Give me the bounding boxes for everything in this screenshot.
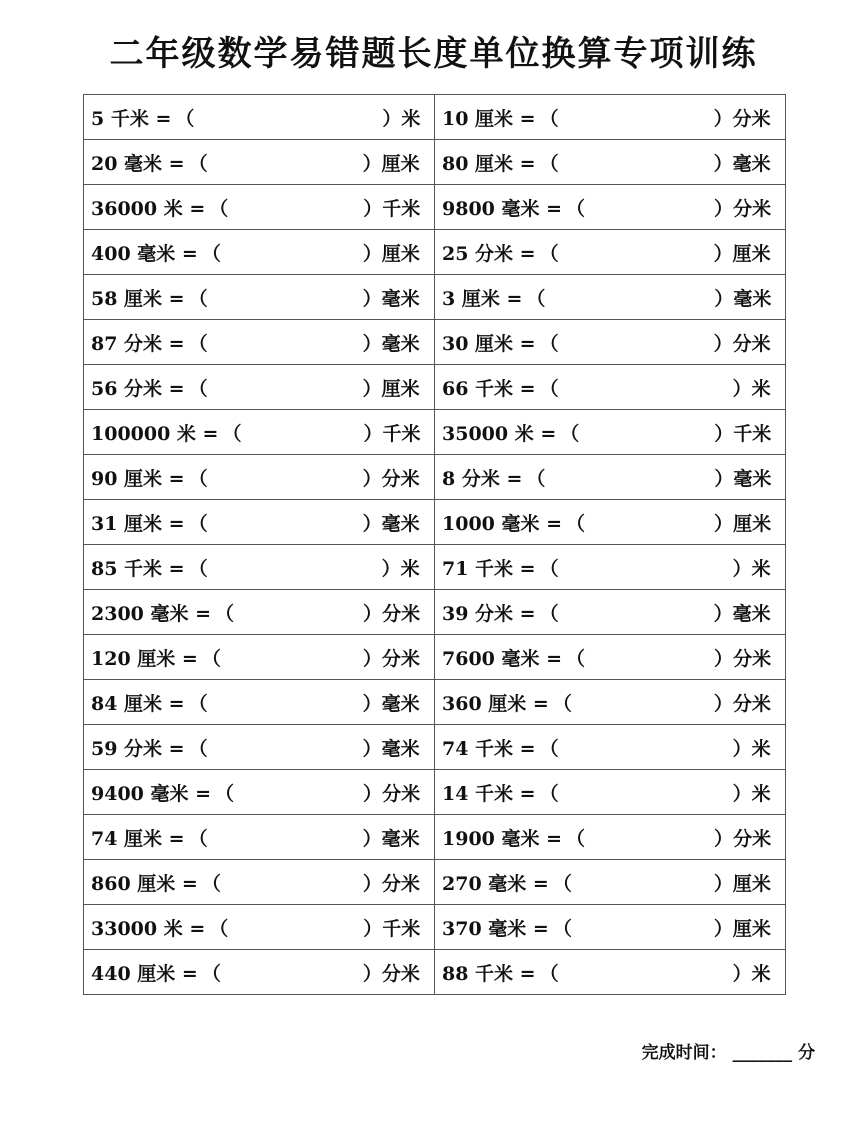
close-paren: ） (362, 152, 382, 175)
open-paren: （ (188, 332, 208, 355)
open-paren: （ (539, 557, 559, 580)
open-paren: （ (539, 242, 559, 265)
problem-text: 66 千米 = (442, 377, 536, 400)
problem-left (84, 320, 435, 365)
problem-right (435, 635, 786, 680)
target-unit: 千米 (382, 197, 421, 220)
open-paren: （ (539, 332, 559, 355)
problem-text: 400 毫米 = (91, 242, 198, 265)
open-paren: （ (526, 467, 546, 490)
open-paren: （ (188, 467, 208, 490)
close-paren: ） (363, 602, 383, 625)
close-paren: ） (362, 332, 382, 355)
problem-left (84, 140, 435, 185)
close-paren: ） (363, 917, 383, 940)
open-paren: （ (539, 377, 559, 400)
problem-left (84, 950, 435, 995)
target-unit: 厘米 (732, 242, 771, 265)
exercise-row (84, 815, 786, 860)
problem-left (84, 365, 435, 410)
problem-text: 100000 米 = (91, 422, 219, 445)
problem-text: 74 厘米 = (91, 827, 185, 850)
problem-text: 30 厘米 = (442, 332, 536, 355)
problem-left (84, 590, 435, 635)
close-paren: ） (714, 287, 734, 310)
exercise-row (84, 545, 786, 590)
problem-right (435, 455, 786, 500)
open-paren: （ (175, 107, 195, 130)
exercise-row (84, 725, 786, 770)
target-unit: 分米 (382, 782, 421, 805)
problem-text: 440 厘米 = (91, 962, 198, 985)
close-paren: ） (713, 332, 733, 355)
problem-text: 25 分米 = (442, 242, 536, 265)
completion-time (642, 1038, 815, 1063)
problem-text: 59 分米 = (91, 737, 185, 760)
close-paren: ） (713, 602, 733, 625)
target-unit: 千米 (382, 422, 421, 445)
exercise-rows (84, 95, 786, 995)
exercise-row (84, 410, 786, 455)
exercise-row (84, 770, 786, 815)
exercise-row (84, 905, 786, 950)
problem-text: 80 厘米 = (442, 152, 536, 175)
open-paren: （ (188, 692, 208, 715)
close-paren: ） (713, 242, 733, 265)
open-paren: （ (539, 602, 559, 625)
open-paren: （ (188, 512, 208, 535)
close-paren: ） (714, 827, 734, 850)
close-paren: ） (713, 692, 733, 715)
target-unit: 米 (751, 962, 771, 985)
problem-right (435, 860, 786, 905)
close-paren: ） (713, 872, 733, 895)
open-paren: （ (566, 647, 586, 670)
target-unit: 分米 (733, 647, 772, 670)
close-paren: ） (732, 557, 752, 580)
open-paren: （ (552, 872, 572, 895)
target-unit: 毫米 (381, 287, 420, 310)
open-paren: （ (201, 962, 221, 985)
target-unit: 分米 (381, 872, 420, 895)
completion-time-unit: 分 (798, 1043, 815, 1063)
open-paren: （ (526, 287, 546, 310)
close-paren: ） (362, 737, 382, 760)
target-unit: 毫米 (381, 692, 420, 715)
problem-text: 9800 毫米 = (442, 197, 563, 220)
problem-text: 20 毫米 = (91, 152, 185, 175)
problem-text: 5 千米 = (91, 107, 172, 130)
open-paren: （ (188, 557, 208, 580)
target-unit: 分米 (732, 692, 771, 715)
problem-left (84, 635, 435, 680)
target-unit: 分米 (733, 827, 772, 850)
exercise-row (84, 455, 786, 500)
problem-left (84, 545, 435, 590)
problem-text: 85 千米 = (91, 557, 185, 580)
target-unit: 厘米 (732, 872, 771, 895)
close-paren: ） (714, 467, 734, 490)
problem-left (84, 680, 435, 725)
target-unit: 厘米 (381, 242, 420, 265)
close-paren: ） (362, 647, 382, 670)
open-paren: （ (552, 692, 572, 715)
worksheet-title: 二年级数学易错题长度单位换算专项训练 (109, 34, 758, 74)
problem-right (435, 185, 786, 230)
target-unit: 毫米 (733, 467, 772, 490)
problem-right (435, 770, 786, 815)
target-unit: 分米 (382, 602, 421, 625)
close-paren: ） (381, 557, 401, 580)
problem-text: 2300 毫米 = (91, 602, 212, 625)
close-paren: ） (732, 962, 752, 985)
exercise-row (84, 950, 786, 995)
open-paren: （ (209, 917, 229, 940)
close-paren: ） (362, 512, 382, 535)
problem-text: 10 厘米 = (442, 107, 536, 130)
problem-text: 87 分米 = (91, 332, 185, 355)
open-paren: （ (552, 917, 572, 940)
exercise-row (84, 635, 786, 680)
problem-left (84, 185, 435, 230)
problem-text: 860 厘米 = (91, 872, 198, 895)
close-paren: ） (362, 287, 382, 310)
exercise-row (84, 230, 786, 275)
close-paren: ） (713, 152, 733, 175)
open-paren: （ (215, 602, 235, 625)
exercise-row (84, 860, 786, 905)
close-paren: ） (362, 377, 382, 400)
target-unit: 分米 (733, 197, 772, 220)
open-paren: （ (201, 647, 221, 670)
exercise-row (84, 95, 786, 140)
close-paren: ） (732, 782, 752, 805)
problem-right (435, 95, 786, 140)
target-unit: 毫米 (732, 602, 771, 625)
problem-text: 1900 毫米 = (442, 827, 563, 850)
open-paren: （ (188, 287, 208, 310)
close-paren: ） (714, 422, 734, 445)
problem-left (84, 770, 435, 815)
target-unit: 分米 (381, 647, 420, 670)
problem-left (84, 725, 435, 770)
problem-text: 270 毫米 = (442, 872, 549, 895)
problem-right (435, 275, 786, 320)
target-unit: 厘米 (732, 917, 771, 940)
target-unit: 厘米 (381, 152, 420, 175)
problem-text: 74 千米 = (442, 737, 536, 760)
target-unit: 千米 (382, 917, 421, 940)
problem-text: 35000 米 = (442, 422, 557, 445)
close-paren: ） (362, 872, 382, 895)
problem-text: 39 分米 = (442, 602, 536, 625)
problem-text: 1000 毫米 = (442, 512, 563, 535)
close-paren: ） (362, 827, 382, 850)
close-paren: ） (714, 647, 734, 670)
open-paren: （ (539, 782, 559, 805)
problem-left (84, 860, 435, 905)
open-paren: （ (560, 422, 580, 445)
exercise-row (84, 140, 786, 185)
target-unit: 毫米 (733, 287, 772, 310)
open-paren: （ (188, 827, 208, 850)
target-unit: 厘米 (733, 512, 772, 535)
problem-text: 3 厘米 = (442, 287, 523, 310)
open-paren: （ (566, 512, 586, 535)
problem-text: 71 千米 = (442, 557, 536, 580)
problem-right (435, 320, 786, 365)
completion-time-label: 完成时间： (641, 1043, 727, 1063)
problem-right (435, 545, 786, 590)
problem-text: 370 毫米 = (442, 917, 549, 940)
close-paren: ） (713, 107, 733, 130)
open-paren: （ (566, 827, 586, 850)
exercise-row (84, 590, 786, 635)
target-unit: 分米 (732, 107, 771, 130)
problem-text: 120 厘米 = (91, 647, 198, 670)
target-unit: 米 (401, 107, 421, 130)
target-unit: 分米 (732, 332, 771, 355)
problem-right (435, 410, 786, 455)
problem-text: 9400 毫米 = (91, 782, 212, 805)
exercise-table (83, 94, 786, 995)
problem-right (435, 500, 786, 545)
exercise-row (84, 365, 786, 410)
target-unit: 千米 (733, 422, 772, 445)
problem-left (84, 410, 435, 455)
open-paren: （ (201, 872, 221, 895)
open-paren: （ (539, 962, 559, 985)
target-unit: 米 (751, 737, 771, 760)
problem-left (84, 500, 435, 545)
open-paren: （ (539, 152, 559, 175)
close-paren: ） (362, 692, 382, 715)
problem-text: 36000 米 = (91, 197, 206, 220)
target-unit: 米 (400, 557, 420, 580)
exercise-row (84, 275, 786, 320)
problem-text: 14 千米 = (442, 782, 536, 805)
problem-text: 8 分米 = (442, 467, 523, 490)
exercise-row (84, 185, 786, 230)
open-paren: （ (201, 242, 221, 265)
close-paren: ） (382, 107, 402, 130)
target-unit: 米 (751, 782, 771, 805)
problem-left (84, 815, 435, 860)
open-paren: （ (188, 152, 208, 175)
exercise-row (84, 680, 786, 725)
close-paren: ） (362, 467, 382, 490)
exercise-row (84, 500, 786, 545)
close-paren: ） (713, 917, 733, 940)
problem-left (84, 275, 435, 320)
problem-right (435, 140, 786, 185)
problem-left (84, 905, 435, 950)
close-paren: ） (732, 737, 752, 760)
open-paren: （ (222, 422, 242, 445)
close-paren: ） (714, 512, 734, 535)
target-unit: 米 (751, 377, 771, 400)
close-paren: ） (714, 197, 734, 220)
close-paren: ） (732, 377, 752, 400)
problem-right (435, 950, 786, 995)
problem-right (435, 365, 786, 410)
target-unit: 毫米 (381, 332, 420, 355)
target-unit: 毫米 (381, 512, 420, 535)
open-paren: （ (539, 107, 559, 130)
target-unit: 毫米 (732, 152, 771, 175)
problem-right (435, 230, 786, 275)
problem-right (435, 905, 786, 950)
target-unit: 毫米 (381, 737, 420, 760)
open-paren: （ (188, 737, 208, 760)
problem-text: 33000 米 = (91, 917, 206, 940)
problem-text: 360 厘米 = (442, 692, 549, 715)
exercise-row (84, 320, 786, 365)
close-paren: ） (363, 782, 383, 805)
open-paren: （ (188, 377, 208, 400)
problem-right (435, 725, 786, 770)
problem-text: 88 千米 = (442, 962, 536, 985)
problem-text: 58 厘米 = (91, 287, 185, 310)
close-paren: ） (362, 242, 382, 265)
close-paren: ） (363, 197, 383, 220)
target-unit: 分米 (381, 962, 420, 985)
problem-text: 7600 毫米 = (442, 647, 563, 670)
problem-left (84, 455, 435, 500)
open-paren: （ (215, 782, 235, 805)
close-paren: ） (363, 422, 383, 445)
problem-right (435, 815, 786, 860)
problem-left (84, 95, 435, 140)
completion-time-blank[interactable]: _______ (732, 1043, 793, 1063)
problem-text: 31 厘米 = (91, 512, 185, 535)
problem-text: 56 分米 = (91, 377, 185, 400)
target-unit: 分米 (381, 467, 420, 490)
target-unit: 毫米 (381, 827, 420, 850)
problem-left (84, 230, 435, 275)
target-unit: 米 (751, 557, 771, 580)
target-unit: 厘米 (381, 377, 420, 400)
open-paren: （ (209, 197, 229, 220)
problem-text: 84 厘米 = (91, 692, 185, 715)
problem-right (435, 680, 786, 725)
close-paren: ） (362, 962, 382, 985)
open-paren: （ (566, 197, 586, 220)
problem-right (435, 590, 786, 635)
open-paren: （ (539, 737, 559, 760)
problem-text: 90 厘米 = (91, 467, 185, 490)
